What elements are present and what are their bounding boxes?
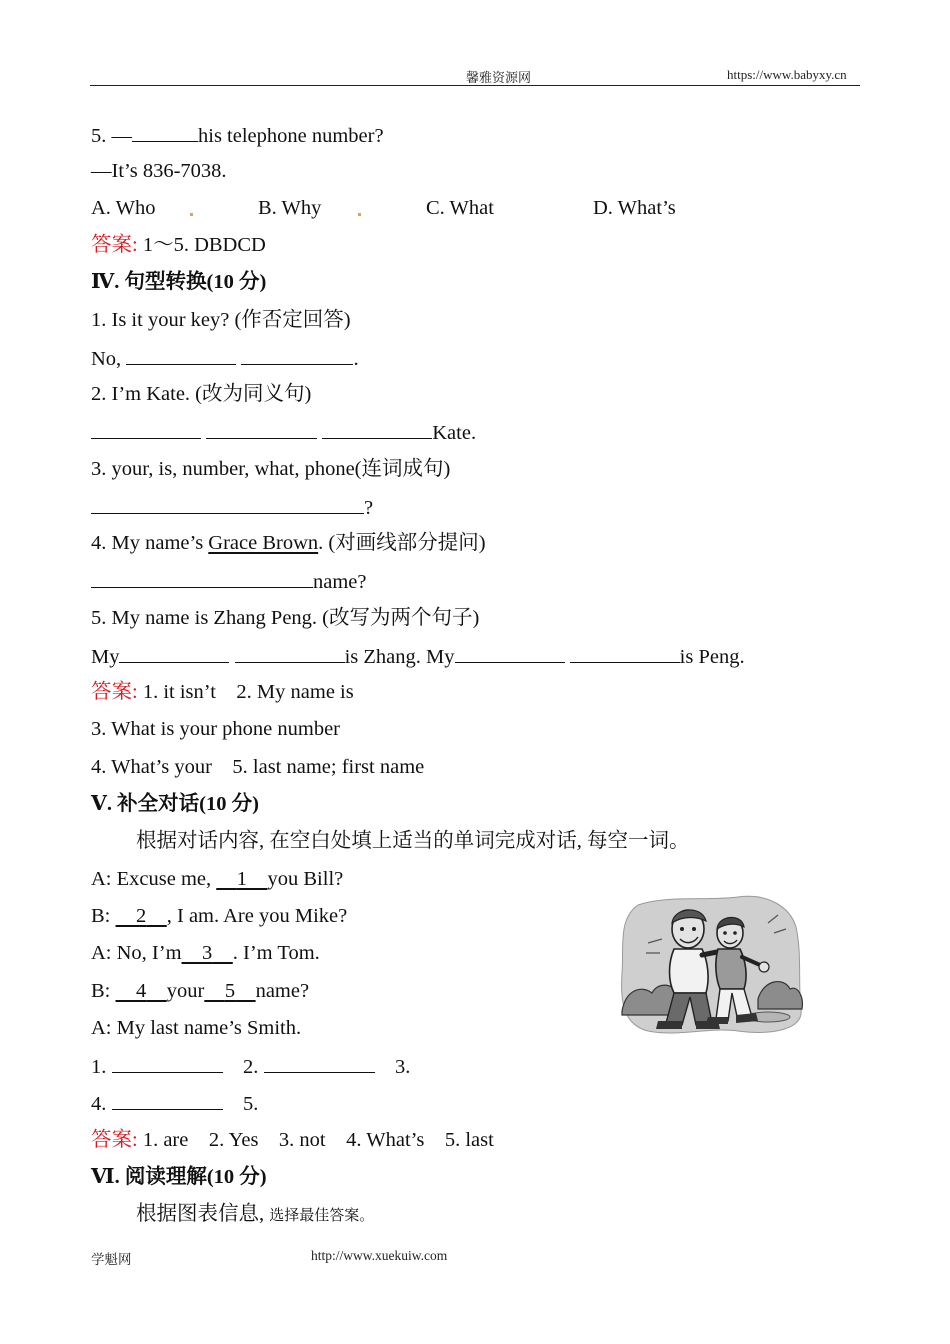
q5-stem: 5. — his telephone number? bbox=[91, 121, 384, 149]
option-d: D. What’s bbox=[593, 197, 676, 219]
footer-site-name: 学魁网 bbox=[91, 1252, 132, 1267]
s4-q4-answer-line: name? bbox=[91, 567, 367, 595]
s4-answer: 答案: 1. it isn’t 2. My name is bbox=[91, 681, 354, 703]
blank bbox=[91, 567, 313, 588]
footer-url[interactable]: http://www.xuekuiw.com bbox=[311, 1248, 448, 1263]
q5-blank bbox=[132, 121, 198, 142]
blank bbox=[112, 1089, 223, 1110]
header-url[interactable]: https://www.babyxy.cn bbox=[727, 67, 847, 82]
section6-title: Ⅵ. 阅读理解(10 分) bbox=[91, 1166, 267, 1188]
s4-answer-2: 3. What is your phone number bbox=[91, 718, 340, 740]
blank bbox=[455, 642, 565, 663]
dialogue-line-3: A: No, I’m 3 . I’m Tom. bbox=[91, 942, 320, 964]
blank bbox=[112, 1052, 223, 1073]
blank bbox=[91, 493, 364, 514]
blank bbox=[570, 642, 680, 663]
blank bbox=[235, 642, 345, 663]
s5-instruction: 根据对话内容, 在空白处填上适当的单词完成对话, 每空一词。 bbox=[136, 830, 690, 852]
dialogue-line-1: A: Excuse me, 1 you Bill? bbox=[91, 868, 344, 890]
dialogue-line-2: B: 2 , I am. Are you Mike? bbox=[91, 905, 348, 927]
two-boys-illustration bbox=[618, 893, 804, 1039]
s4-q4: 4. My name’s Grace Brown. (对画线部分提问) bbox=[91, 532, 486, 554]
option-a: A. Who bbox=[91, 197, 156, 219]
underlined-phrase: Grace Brown bbox=[208, 532, 319, 554]
blank bbox=[322, 418, 432, 439]
header-site-name: 馨雅资源网 bbox=[466, 70, 532, 85]
option-c: C. What bbox=[426, 197, 494, 219]
s4-q5: 5. My name is Zhang Peng. (改写为两个句子) bbox=[91, 607, 480, 629]
blank bbox=[119, 642, 229, 663]
decor-dot bbox=[190, 213, 193, 216]
decor-dot bbox=[358, 213, 361, 216]
s4-q3-answer-line: ? bbox=[91, 493, 373, 521]
s4-q2-answer-line: Kate. bbox=[91, 418, 476, 446]
option-b: B. Why bbox=[258, 197, 322, 219]
dialogue-line-4: B: 4 your 5 name? bbox=[91, 980, 310, 1002]
blank bbox=[206, 418, 317, 439]
s4-q3: 3. your, is, number, what, phone(连词成句) bbox=[91, 458, 451, 480]
q5-answer: 答案: 1～5. DBDCD bbox=[91, 234, 266, 256]
header-divider bbox=[90, 85, 860, 86]
s4-q2: 2. I’m Kate. (改为同义句) bbox=[91, 383, 312, 405]
s4-q5-answer-line: My is Zhang. My is Peng. bbox=[91, 642, 745, 670]
s4-q1-answer-line: No, . bbox=[91, 344, 359, 372]
section4-title: Ⅳ. 句型转换(10 分) bbox=[91, 271, 267, 293]
s4-q1: 1. Is it your key? (作否定回答) bbox=[91, 309, 351, 331]
q5-reply: —It’s 836-7038. bbox=[91, 160, 227, 182]
s5-answer: 答案: 1. are 2. Yes 3. not 4. What’s 5. last bbox=[91, 1129, 494, 1151]
section5-title: Ⅴ. 补全对话(10 分) bbox=[91, 793, 259, 815]
s4-answer-3: 4. What’s your 5. last name; first name bbox=[91, 756, 425, 778]
s5-fill-line-2: 4. 5. bbox=[91, 1089, 258, 1117]
s6-instruction: 根据图表信息, 选择最佳答案。 bbox=[136, 1203, 375, 1225]
s5-fill-line-1: 1. 2. 3. bbox=[91, 1052, 410, 1080]
blank bbox=[264, 1052, 375, 1073]
blank bbox=[241, 344, 353, 365]
blank bbox=[91, 418, 201, 439]
dialogue-line-5: A: My last name’s Smith. bbox=[91, 1017, 302, 1039]
blank bbox=[126, 344, 236, 365]
q5-options bbox=[91, 195, 851, 221]
